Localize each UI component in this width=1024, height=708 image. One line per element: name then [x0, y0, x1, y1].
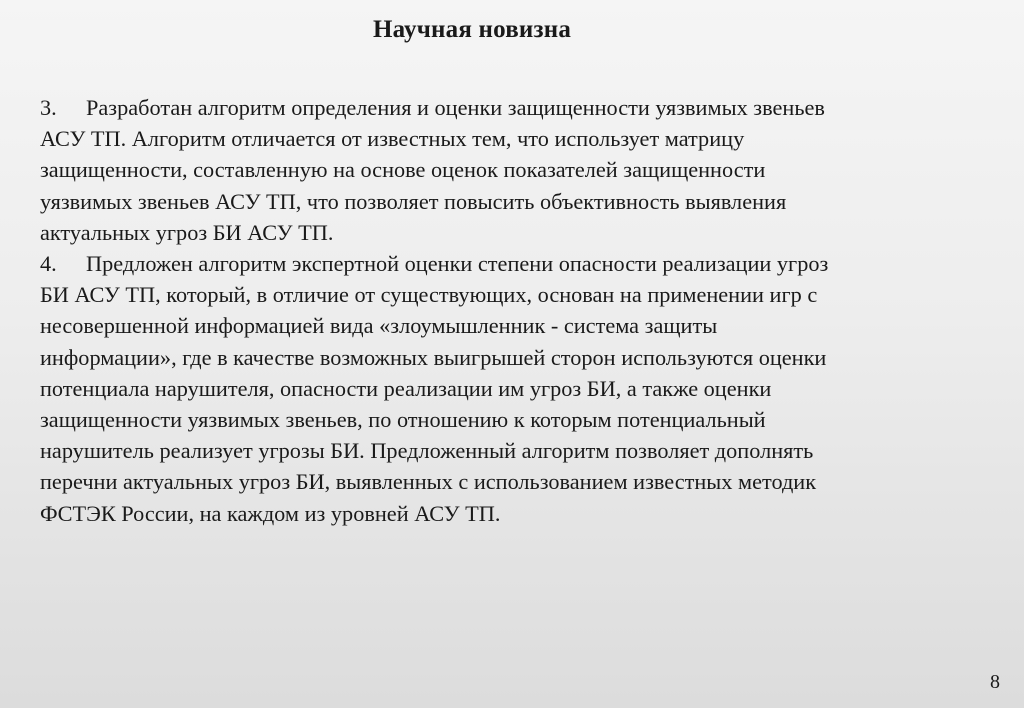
item-3-line-1: 3. Разработан алгоритм определения и оценки защищенности уязвимых звеньев: [40, 92, 990, 123]
item-number: 4.: [40, 251, 57, 277]
item-4-line-3: несовершенной информацией вида «злоумышленник - система защиты: [40, 313, 718, 339]
item-3-line-4: уязвимых звеньев АСУ ТП, что позволяет повысить объективность выявления: [40, 188, 787, 214]
item-4-line-1: 4. Предложен алгоритм экспертной оценки степени опасности реализации угроз: [40, 248, 990, 279]
item-3-line-5: актуальных угроз БИ АСУ ТП.: [40, 219, 334, 245]
item-4-line-4: информации», где в качестве возможных выигрышей сторон используются оценки: [40, 344, 827, 370]
slide-body: [40, 92, 990, 529]
item-4-line-8: перечни актуальных угроз БИ, выявленных с использованием известных методик: [40, 469, 817, 495]
item-4-line-6: защищенности уязвимых звеньев, по отношению к которым потенциальный: [40, 407, 766, 433]
item-3-line-3: защищенности, составленную на основе оценок показателей защищенности: [40, 157, 766, 183]
page-number: 8: [990, 671, 1000, 693]
slide-title: Научная новизна: [372, 16, 572, 43]
item-4-line-5: потенциала нарушителя, опасности реализации им угроз БИ, а также оценки: [40, 375, 772, 401]
item-number: 3.: [40, 95, 57, 120]
item-4-line-2: БИ АСУ ТП, который, в отличие от существующих, основан на применении игр с: [40, 282, 818, 308]
item-4-line-7: нарушитель реализует угрозы БИ. Предложенный алгоритм позволяет дополнять: [40, 438, 814, 464]
item-4-line-9: ФСТЭК России, на каждом из уровней АСУ ТП.: [40, 500, 501, 526]
item-3-line-2: АСУ ТП. Алгоритм отличается от известных тем, что использует матрицу: [40, 126, 745, 152]
